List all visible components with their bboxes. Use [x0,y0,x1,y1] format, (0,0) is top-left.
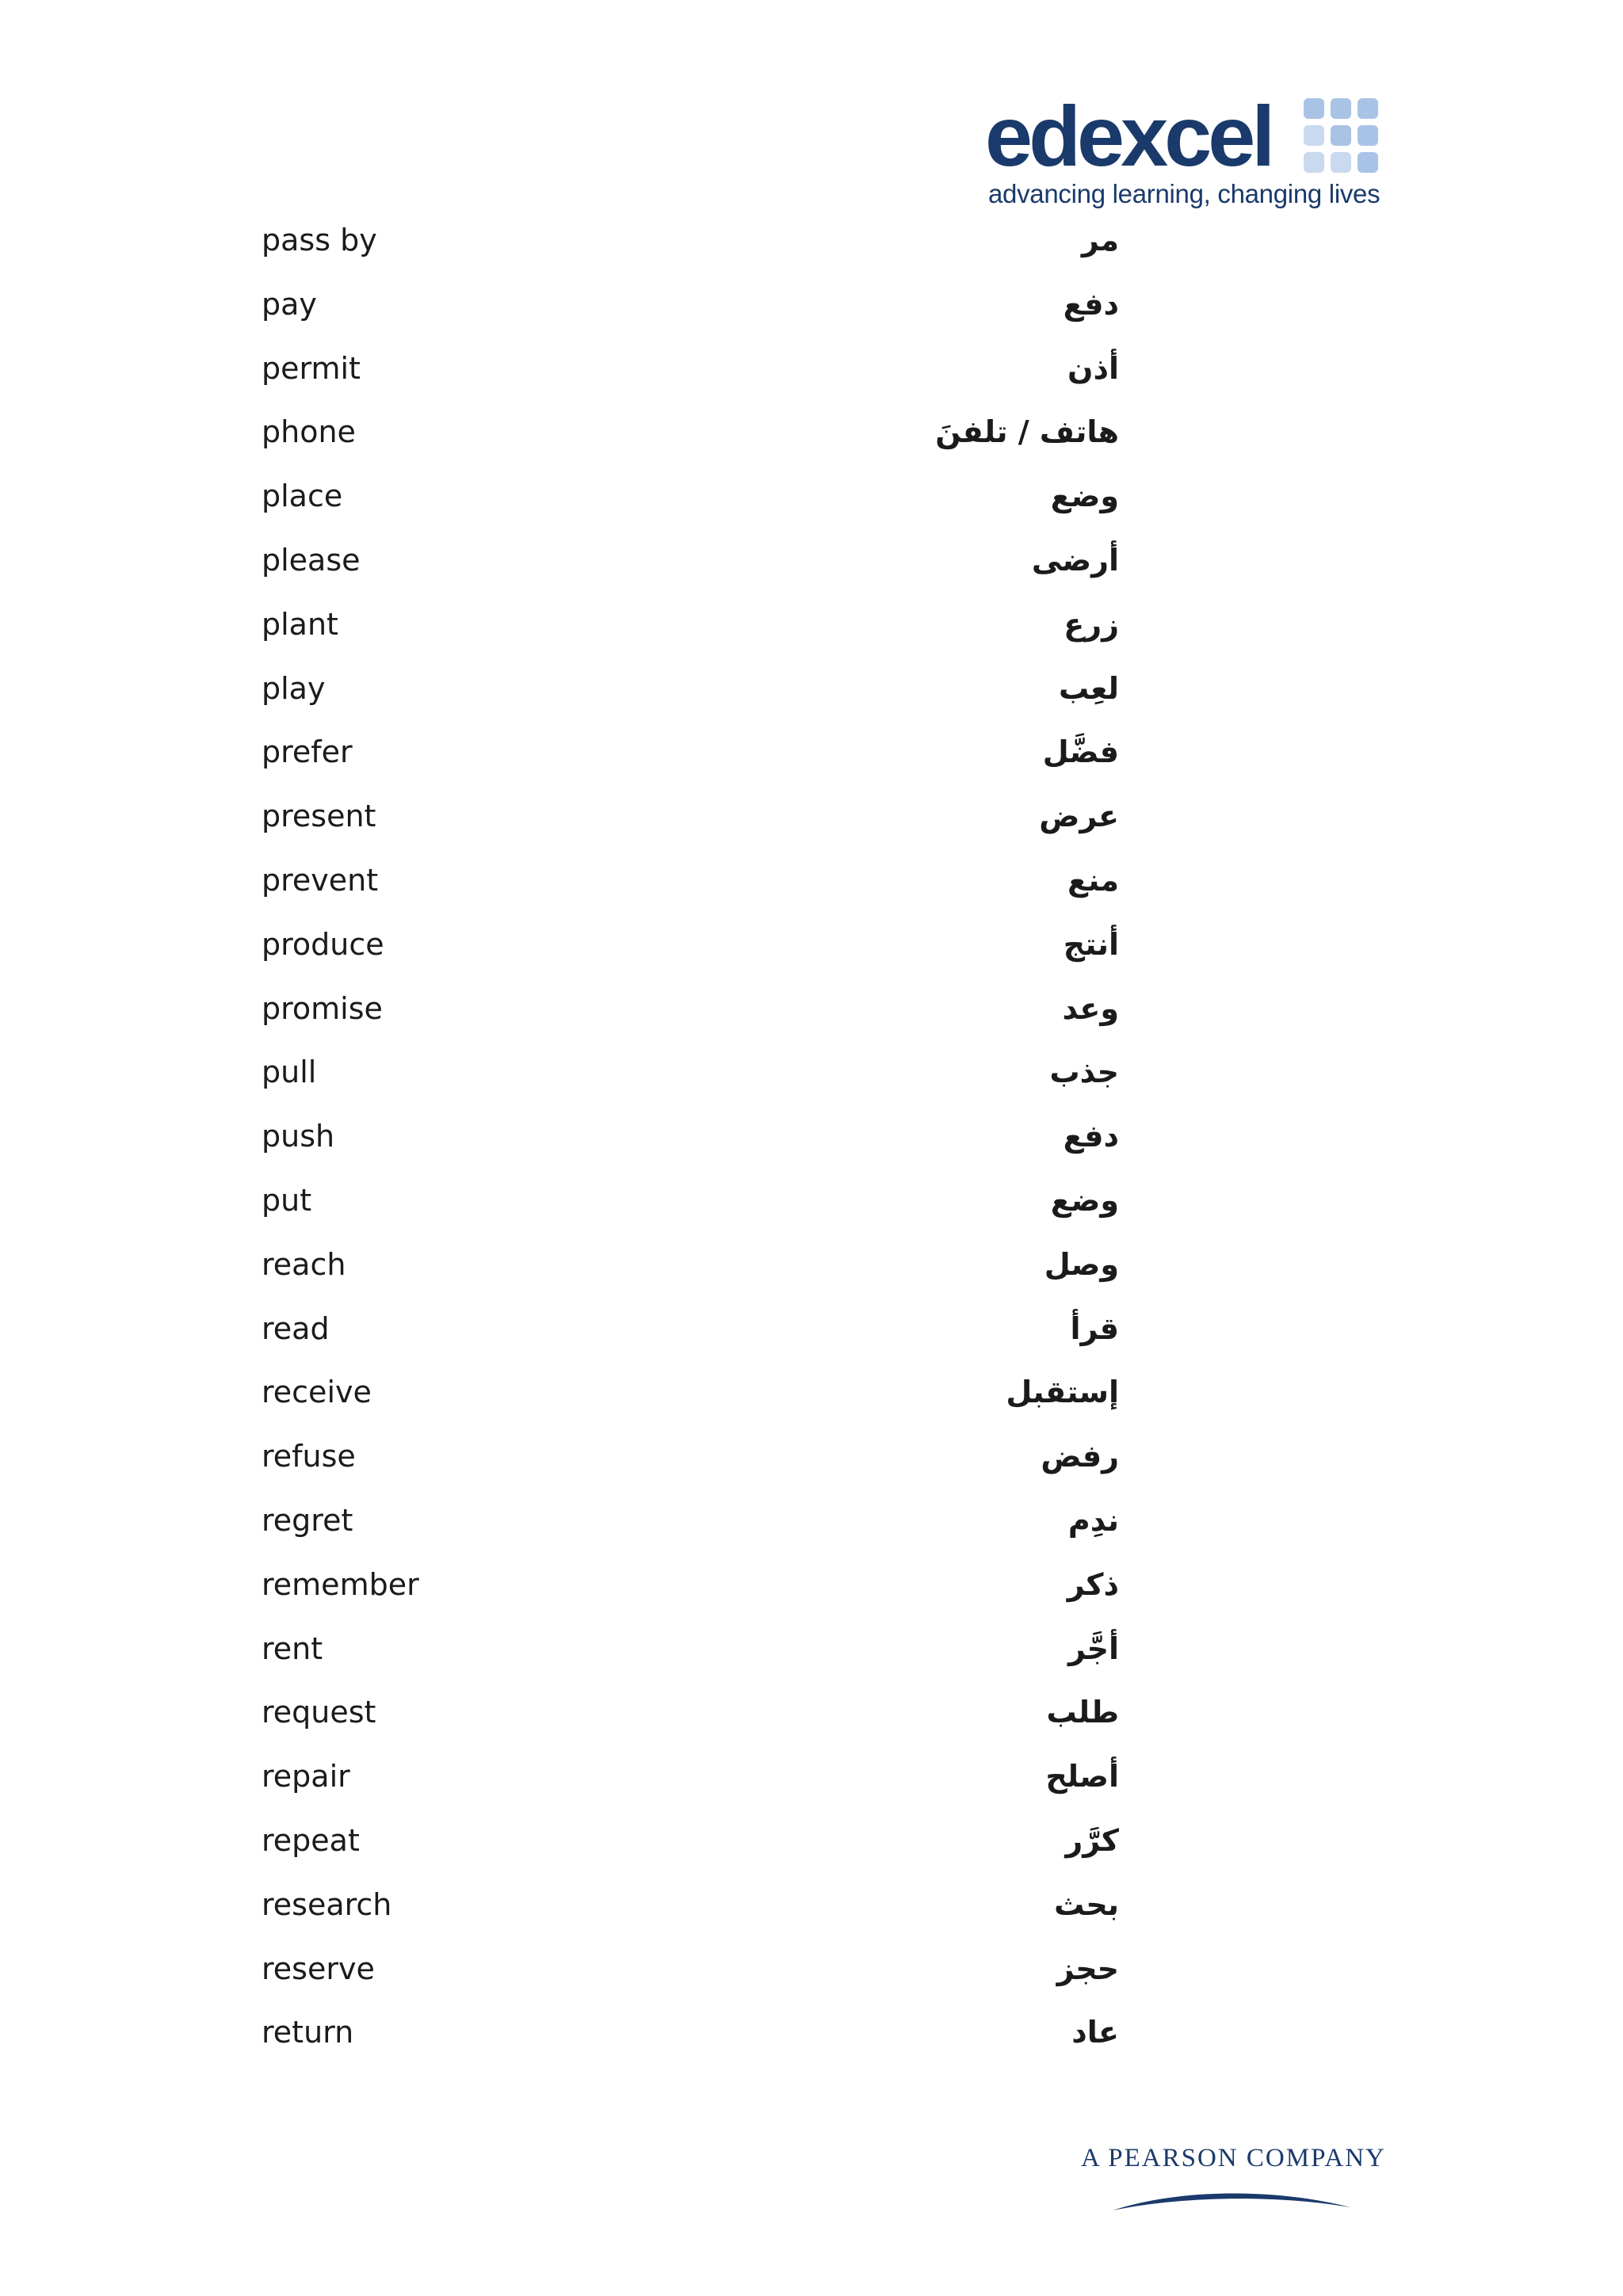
vocab-row [0,593,1623,656]
logo-tagline: advancing learning, changing lives [988,179,1381,208]
english-word: research [262,1886,392,1922]
english-word: place [262,479,343,514]
english-word: pass by [262,223,377,257]
logo-grid-square [1304,152,1324,173]
vocab-row [0,400,1623,463]
english-word: read [262,1310,330,1346]
english-word: plant [262,606,338,642]
english-word: promise [262,990,383,1026]
arabic-translation: قرأ [1070,1310,1119,1346]
arabic-translation: جذب [1049,1055,1119,1090]
vocab-row [0,1169,1623,1232]
arabic-translation: طلب [1046,1695,1119,1730]
english-word: repeat [262,1823,360,1858]
english-word: play [262,670,326,706]
arabic-translation: هاتف / تلفنَ [935,414,1119,450]
arabic-translation: وعد [1062,990,1119,1026]
english-word: request [262,1695,376,1730]
vocab-row [0,1809,1623,1872]
arabic-translation: إستقبل [1006,1375,1119,1410]
arabic-translation: وصل [1044,1246,1119,1282]
arabic-translation: كرَّر [1065,1823,1119,1858]
arabic-translation: حجز [1056,1951,1119,1986]
english-word: push [262,1119,335,1154]
vocab-row [0,977,1623,1040]
arabic-translation: ندِم [1067,1503,1119,1538]
english-word: refuse [262,1439,356,1474]
logo-grid-square [1358,125,1378,146]
vocab-row [0,337,1623,400]
vocab-row [0,1425,1623,1488]
arabic-translation: أصلح [1045,1759,1119,1794]
english-word: reserve [262,1951,375,1986]
arabic-translation: وضع [1050,1183,1119,1218]
english-word: regret [262,1503,353,1538]
arabic-translation: أنتج [1063,926,1119,962]
english-word: reach [262,1246,346,1282]
arabic-translation: عاد [1071,2015,1119,2050]
arabic-translation: أرضى [1031,543,1119,578]
logo-grid-square [1331,152,1351,173]
arabic-translation: أذن [1067,350,1119,386]
english-word: please [262,543,361,578]
vocab-row [0,1680,1623,1744]
logo-grid-square [1304,125,1324,146]
vocab-row [0,464,1623,528]
english-word: produce [262,926,384,962]
logo-grid-square [1358,152,1378,173]
logo-grid-square [1331,125,1351,146]
arabic-translation: عرض [1039,799,1119,834]
vocab-row [0,1745,1623,1808]
vocab-row [0,208,1623,272]
vocab-row [0,1937,1623,2000]
arabic-translation: زرع [1064,606,1119,642]
vocab-row [0,1873,1623,1936]
vocab-row [0,1104,1623,1168]
logo-grid-square [1358,98,1378,119]
arabic-translation: أجَّر [1067,1630,1119,1666]
logo-grid-icon [1304,98,1378,173]
pearson-logo [1078,2144,1395,2215]
english-word: put [262,1183,312,1218]
arabic-translation: مر [1081,223,1119,257]
vocab-row [0,1297,1623,1360]
publisher-name: A PEARSON COMPANY [1081,2144,1386,2172]
vocab-row [0,2000,1623,2064]
pearson-swoosh-icon [1109,2183,1355,2215]
vocab-row [0,1553,1623,1616]
english-word: remember [262,1566,419,1602]
arabic-translation: ذكر [1067,1566,1119,1602]
english-word: pay [262,286,317,322]
logo-grid-square [1331,98,1351,119]
english-word: receive [262,1375,372,1410]
vocab-row [0,273,1623,336]
logo-grid-square [1304,98,1324,119]
arabic-translation: بحث [1054,1886,1119,1922]
english-word: phone [262,414,356,450]
english-word: repair [262,1759,350,1794]
arabic-translation: دفع [1063,286,1119,322]
arabic-translation: منع [1067,863,1119,898]
arabic-translation: وضع [1050,479,1119,514]
english-word: pull [262,1055,317,1090]
vocab-row [0,657,1623,720]
vocab-row [0,1489,1623,1552]
vocab-row [0,913,1623,976]
logo-wordmark: edexcel [985,88,1272,184]
vocab-row [0,1360,1623,1424]
edexcel-logo [985,88,1381,212]
vocab-row [0,1233,1623,1296]
english-word: rent [262,1630,323,1666]
english-word: prefer [262,734,353,770]
arabic-translation: رفض [1041,1439,1119,1474]
vocab-row [0,849,1623,912]
english-word: prevent [262,863,379,898]
vocab-row [0,1040,1623,1104]
vocab-row [0,1617,1623,1680]
vocab-row [0,720,1623,784]
vocab-row [0,528,1623,592]
arabic-translation: فضَّل [1042,734,1119,770]
arabic-translation: دفع [1063,1119,1119,1154]
arabic-translation: لعِب [1059,670,1119,706]
english-word: permit [262,350,361,386]
vocab-row [0,784,1623,848]
english-word: present [262,799,376,834]
english-word: return [262,2015,354,2050]
